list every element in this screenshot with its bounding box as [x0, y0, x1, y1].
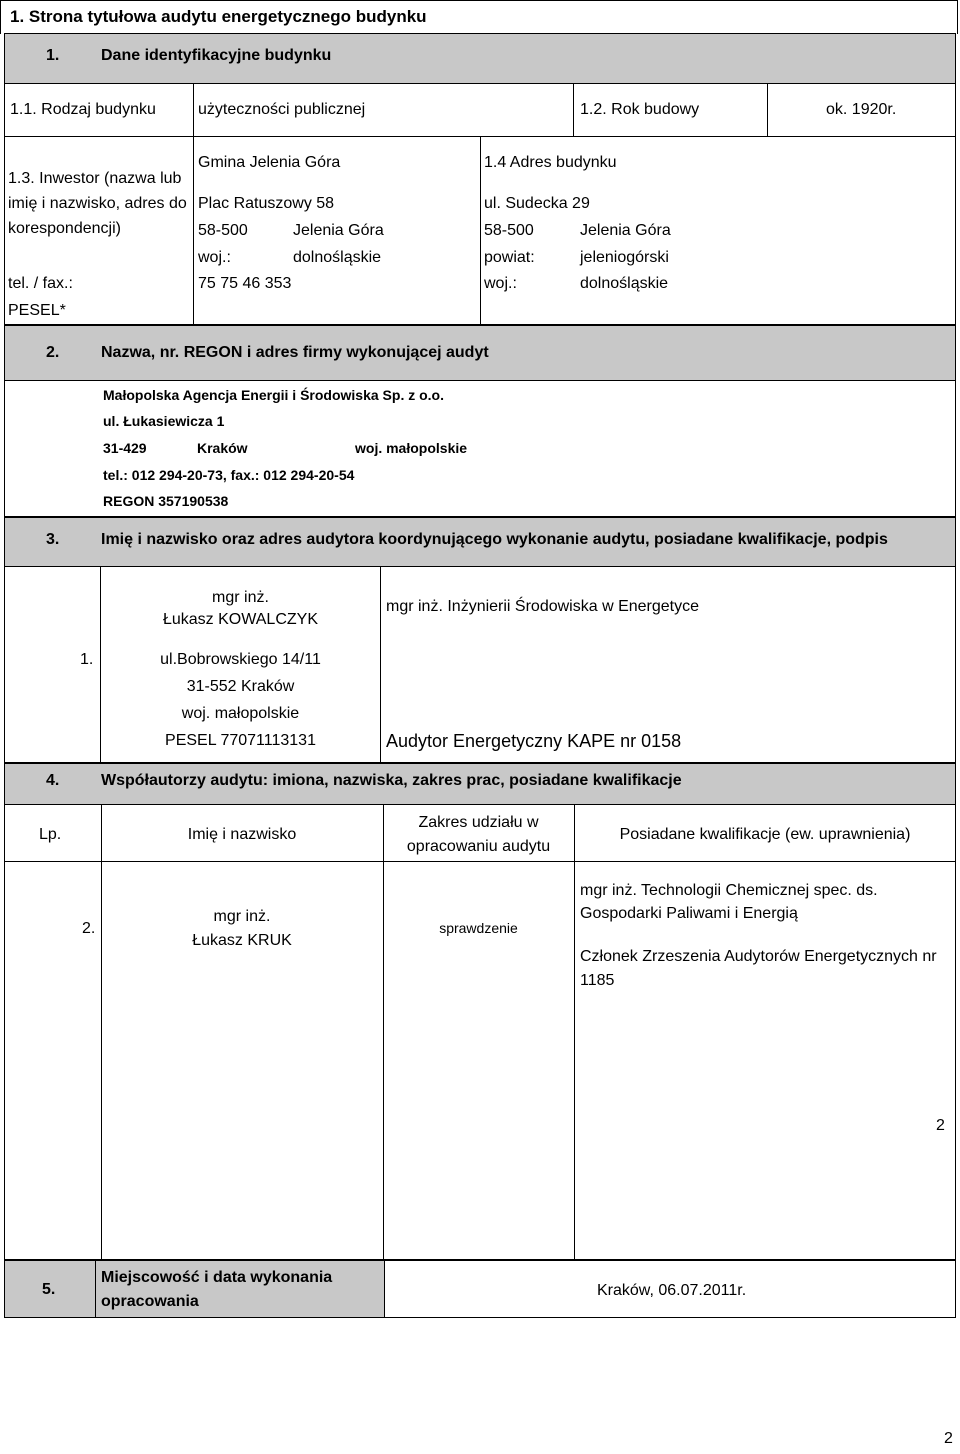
- investor-label-line3: korespondencji): [8, 220, 121, 237]
- corner-number: 2: [936, 1117, 945, 1134]
- section2-title: Nazwa, nr. REGON i adres firmy wykonującej audyt: [101, 344, 489, 361]
- coauthor-title: mgr inż.: [213, 908, 271, 925]
- document-title: 1. Strona tytułowa audytu energetycznego budynku: [10, 7, 427, 26]
- col-scope-line2: opracowaniu audytu: [406, 838, 551, 855]
- firm-postal: 31-429: [103, 440, 147, 456]
- auditor-qualification: mgr inż. Inżynierii Środowiska w Energetyce: [386, 598, 700, 615]
- pesel-label: PESEL*: [8, 302, 66, 319]
- building-woj: dolnośląskie: [580, 275, 669, 292]
- auditor-voivodeship: woj. małopolskie: [181, 705, 300, 722]
- section3-number: 3.: [46, 531, 60, 548]
- auditor-pesel: PESEL 77071113131: [165, 732, 316, 749]
- firm-name: Małopolska Agencja Energii i Środowiska Sp. z o.o.: [103, 387, 444, 403]
- investor-street: Plac Ratuszowy 58: [198, 195, 335, 212]
- auditor-license: Audytor Energetyczny KAPE nr 0158: [386, 731, 682, 751]
- building-powiat-label: powiat:: [484, 249, 535, 266]
- place-date: Kraków, 06.07.2011r.: [597, 1282, 747, 1299]
- auditor-lp: 1.: [80, 651, 94, 668]
- building-address-label: 1.4 Adres budynku: [484, 154, 617, 171]
- firm-city: Kraków: [197, 440, 248, 456]
- building-postal: 58-500: [484, 222, 534, 239]
- section3-title: Imię i nazwisko oraz adres audytora koordynującego wykonanie audytu, posiadane kwalifikacje, podpis: [101, 531, 888, 548]
- building-type-label: 1.1. Rodzaj budynku: [10, 101, 156, 118]
- investor-name: Gmina Jelenia Góra: [198, 154, 341, 171]
- col-lp: Lp.: [39, 826, 62, 843]
- investor-label-line2: imię i nazwisko, adres do: [8, 195, 187, 212]
- coauthor-qualification-line1: mgr inż. Technologii Chemicznej spec. ds.: [580, 882, 878, 899]
- investor-label-line1: 1.3. Inwestor (nazwa lub: [8, 170, 182, 187]
- build-year-value: ok. 1920r.: [826, 101, 897, 118]
- firm-phone: tel.: 012 294-20-73, fax.: 012 294-20-54: [103, 467, 355, 483]
- building-powiat: jeleniogórski: [580, 249, 669, 266]
- coauthor-lp: 2.: [82, 920, 96, 937]
- tel-label: tel. / fax.:: [8, 275, 73, 292]
- section1-title: Dane identyfikacyjne budynku: [101, 47, 332, 64]
- investor-city: Jelenia Góra: [293, 222, 384, 239]
- building-city: Jelenia Góra: [580, 222, 671, 239]
- coauthor-qualification-line2: Gospodarki Paliwami i Energią: [580, 905, 798, 922]
- auditor-title: mgr inż.: [212, 589, 269, 606]
- section2-number: 2.: [46, 344, 60, 361]
- investor-woj-label: woj.:: [198, 249, 231, 266]
- firm-voivodeship: woj. małopolskie: [355, 440, 468, 456]
- build-year-label: 1.2. Rok budowy: [580, 101, 700, 118]
- investor-woj: dolnośląskie: [293, 249, 382, 266]
- investor-tel: 75 75 46 353: [198, 275, 292, 292]
- firm-regon: REGON 357190538: [103, 493, 229, 509]
- auditor-name: Łukasz KOWALCZYK: [162, 611, 318, 628]
- building-woj-label: woj.:: [484, 275, 517, 292]
- col-qualifications: Posiadane kwalifikacje (ew. uprawnienia): [619, 826, 911, 843]
- section5-number: 5.: [42, 1281, 56, 1298]
- section1-number: 1.: [46, 47, 60, 64]
- auditor-city: 31-552 Kraków: [186, 678, 295, 695]
- auditor-street: ul.Bobrowskiego 14/11: [160, 651, 321, 668]
- building-type-value: użyteczności publicznej: [198, 101, 366, 118]
- building-street: ul. Sudecka 29: [484, 195, 590, 212]
- coauthor-membership-line1: Członek Zrzeszenia Audytorów Energetycznych nr: [580, 948, 937, 965]
- section4-number: 4.: [46, 772, 60, 789]
- col-scope-line1: Zakres udziału w: [418, 814, 539, 831]
- section5-title-line2: opracowania: [101, 1293, 199, 1310]
- coauthor-scope: sprawdzenie: [439, 920, 518, 936]
- investor-postal: 58-500: [198, 222, 248, 239]
- firm-street: ul. Łukasiewicza 1: [103, 413, 225, 429]
- section5-title-line1: Miejscowość i data wykonania: [101, 1269, 333, 1286]
- section4-title: Współautorzy audytu: imiona, nazwiska, zakres prac, posiadane kwalifikacje: [101, 772, 682, 789]
- page-number: 2: [944, 1430, 953, 1447]
- coauthor-membership-line2: 1185: [580, 972, 615, 989]
- col-name: Imię i nazwisko: [187, 826, 297, 843]
- coauthor-name: Łukasz KRUK: [192, 932, 292, 949]
